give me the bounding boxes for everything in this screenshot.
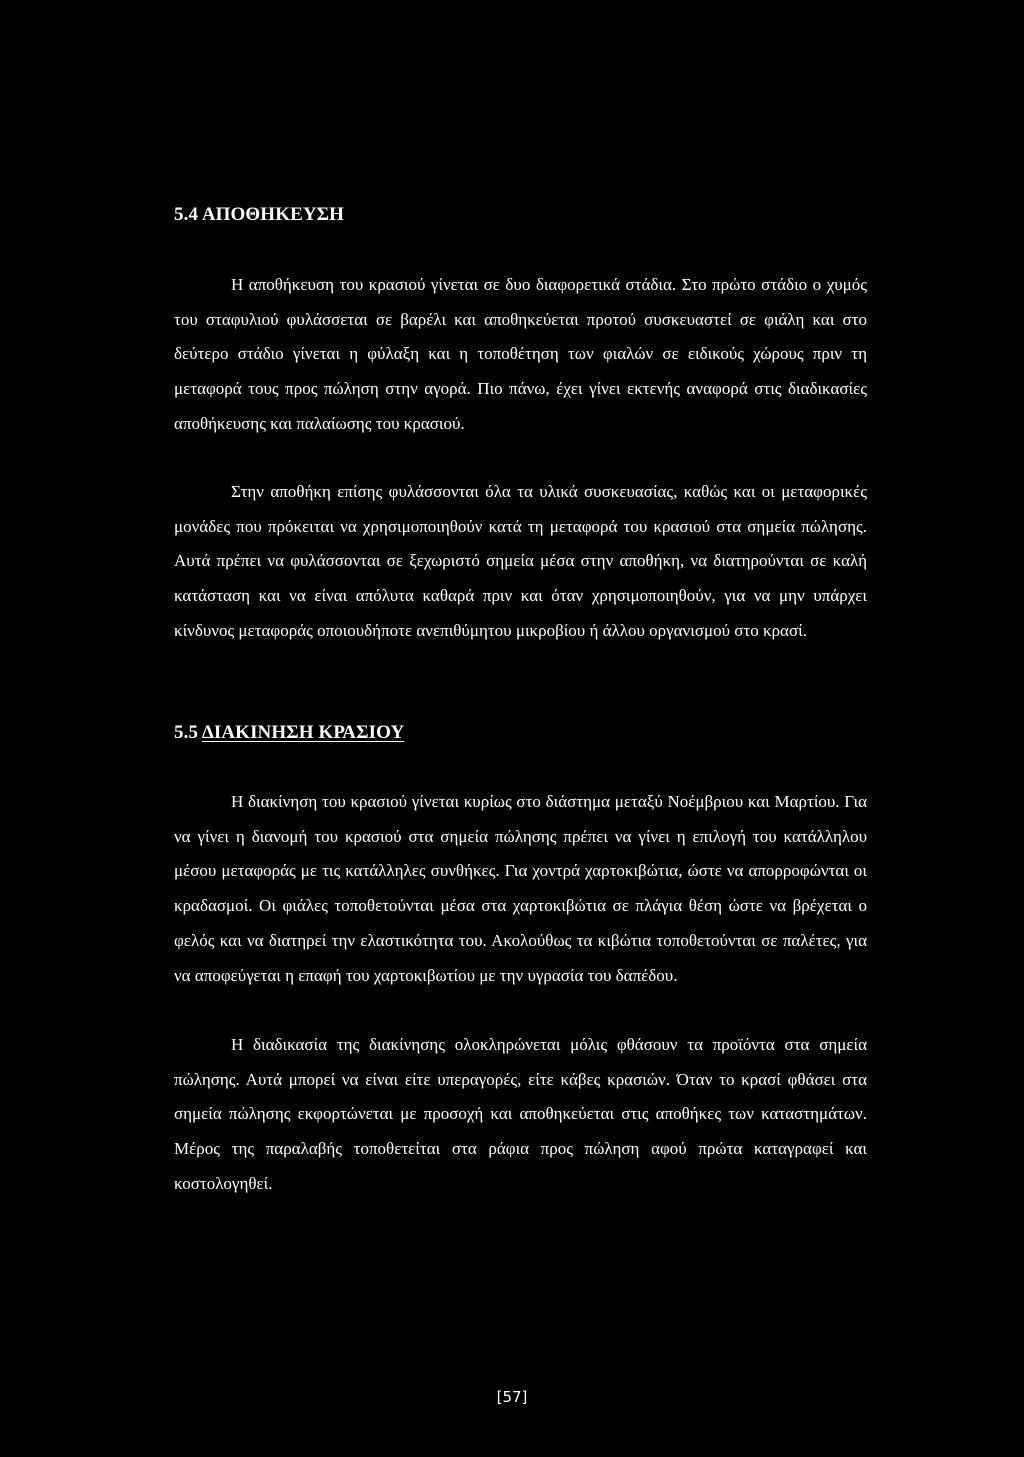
- distribution-paragraph-2: Η διαδικασία της διακίνησης ολοκληρώνεται μόλις φθάσουν τα προϊόντα στα σημεία πώλησης. Αυτά μπορεί να είναι είτε υπεραγορές, είτε κάβες κρασιών. Όταν το κρασί φθάσει στα σημεία πώλησης εκφορτώνεται με προσοχή και αποθηκεύεται στις αποθήκες των καταστημάτων. Μέρος της παραλαβής τοποθετείται στα ράφια προς πώληση αφού πρώτα καταγραφεί και κοστολογηθεί.: [174, 1035, 867, 1193]
- storage-paragraph-1: Η αποθήκευση του κρασιού γίνεται σε δυο διαφορετικά στάδια. Στο πρώτο στάδιο ο χυμός του σταφυλιού φυλάσσεται σε βαρέλι και αποθηκεύεται προτού συσκευαστεί σε φιάλη και στο δεύτερο στάδιο γίνεται η φύλαξη και η τοποθέτηση των φιαλών σε ειδικούς χώρους πριν τη μεταφορά τους προς πώληση στην αγορά. Πιο πάνω, έχει γίνει εκτενής αναφορά στις διαδικασίες αποθήκευσης και παλαίωσης του κρασιού.: [174, 275, 867, 433]
- storage-paragraph-2: Στην αποθήκη επίσης φυλάσσονται όλα τα υλικά συσκευασίας, καθώς και οι μεταφορικές μονάδες που πρόκειται να χρησιμοποιηθούν κατά τη μεταφορά του κρασιού στα σημεία πώλησης. Αυτά πρέπει να φυλάσσονται σε ξεχωριστό σημεία μέσα στην αποθήκη, να διατηρούνται σε καλή κατάσταση και να είναι απόλυτα καθαρά πριν και όταν χρησιμοποιηθούν, για να μην υπάρχει κίνδυνος μεταφοράς οποιουδήποτε ανεπιθύμητου μικροβίου ή άλλου οργανισμού στο κρασί.: [174, 482, 867, 640]
- section-number: 5.5: [174, 722, 202, 743]
- distribution-paragraph-1: Η διακίνηση του κρασιού γίνεται κυρίως στο διάστημα μεταξύ Νοέμβριου και Μαρτίου. Για να γίνει η διανομή του κρασιού στα σημεία πώλησης πρέπει να γίνει η επιλογή του κατάλληλου μέσου μεταφοράς με τις κατάλληλες συνθήκες. Για χοντρά χαρτοκιβώτια, ώστε να απορροφώνται οι κραδασμοί. Οι φιάλες τοποθετούνται μέσα στα χαρτοκιβώτια σε πλάγια θέση ώστε να βρέχεται ο φελός και να διατηρεί την ελαστικότητα του. Ακολούθως τα κιβώτια τοποθετούνται σε παλέτες, για να αποφεύγεται η επαφή του χαρτοκιβωτίου με την υγρασία του δαπέδου.: [174, 792, 867, 985]
- section-title: ΔΙΑΚΙΝΗΣΗ ΚΡΑΣΙΟΥ: [201, 722, 405, 743]
- section-heading-distribution: [174, 722, 404, 744]
- page-number: [57]: [496, 1388, 528, 1406]
- section-heading-storage: 5.4 ΑΠΟΘΗΚΕΥΣΗ: [174, 204, 345, 225]
